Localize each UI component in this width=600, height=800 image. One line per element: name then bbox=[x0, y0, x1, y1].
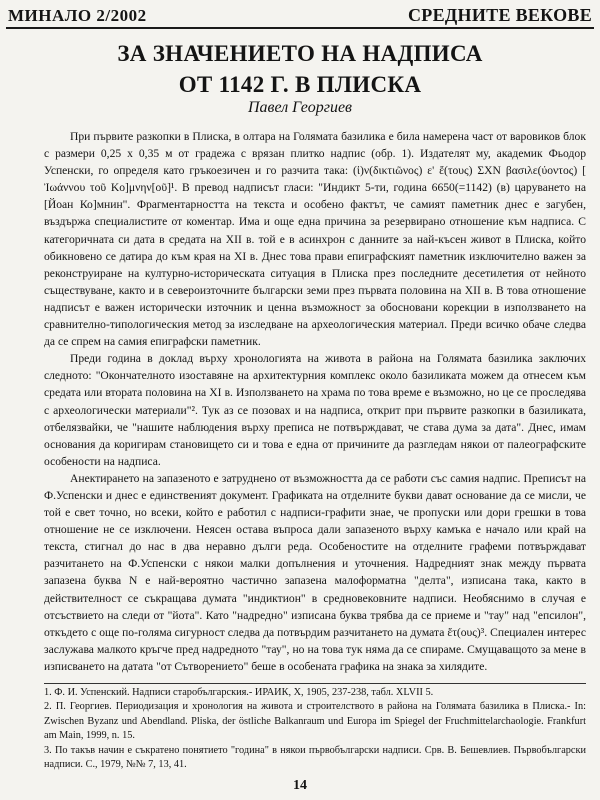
journal-issue: МИНАЛО 2/2002 bbox=[8, 6, 147, 25]
footnote-3: 3. По такъв начин е съкратено понятието "година" в някои първобългарски надписи. Срв. В. Бешевлиев. Първобългарски надписи. С., 1979, №№ 7, 13, 41. bbox=[44, 744, 586, 771]
footnotes bbox=[44, 686, 586, 774]
paragraph-2: Преди година в доклад върху хронологията на живота в района на Голямата базилика заключих следното: "Окончателното изоставяне на архитектурния комплекс около базиликата можем да отнесем към средата или втората половина на XI в. Използването на храма по това време е възможно, но це се проследява с археологически материали"². Тук аз се позовах и на надписа, открит при първите разкопки в базиликата, отбелязвайки, че "нашите наблюдения върху преписа не потвърждават, че става дума за дата". Днес, имам основания да коригирам становището си и това е една от причините да разгледам някои от палеографските особености на надписа. bbox=[44, 352, 586, 468]
article-body bbox=[44, 128, 586, 678]
article-title-line-1: ЗА ЗНАЧЕНИЕТО НА НАДПИСА bbox=[117, 41, 483, 66]
running-head bbox=[8, 4, 592, 26]
header-rule bbox=[6, 27, 594, 29]
footnote-1: 1. Ф. И. Успенский. Надписи старобългарския.- ИРАИК, X, 1905, 237-238, табл. XLVII 5. bbox=[44, 687, 434, 698]
section-name: СРЕДНИТЕ ВЕКОВЕ bbox=[407, 5, 592, 25]
page-number: 14 bbox=[293, 778, 307, 793]
article-author: Павел Георгиев bbox=[248, 99, 352, 116]
article-title-line-2: ОТ 1142 Г. В ПЛИСКА bbox=[178, 72, 422, 97]
article-title bbox=[20, 38, 580, 100]
footnote-rule bbox=[44, 683, 586, 684]
paragraph-3: Анектирането на запазеното е затруднено от възможността да се работи със самия надпис. Преписът на Ф.Успенски и днес е единственият документ. Графиката на отделните букви дават основание да се мисли, че той е свет точно, но всеки, който е работил с надписи-графити знае, че пропуски или дори грешки в това отношение не се изключени. Неясен остава въпроса дали запазеното върху камъка е начало или край на текста, стигнал до нас в два неравно дълги реда. Особеностите на отделните графеми потвърждават разчитането на Ф.Успенски с някои малки допълнения и уточнения. Надредният знак между първата запазена буква N е най-вероятно частично запазена малоформатна "делта", изписана така, както в действителност се съкращава думата "индиктион" в средновековните надписи. Необяснимо в случая е отсъствието на следи от "йота". Като "надредно" изписана буква трябва да се приеме и "тау" над "епсилон", откъдето с още по-голяма сигурност следва да потвърдим разчитането на думата ἔτ(ους)³. Специален интерес заслужава малкото кръгче пред надредното "тау", но на това тук няма да се спираме. Смущаващото за мене в изписването на датата "от Сътворението" беше в особената графика на знака за хилядите. bbox=[44, 471, 586, 673]
paragraph-1: При първите разкопки в Плиска, в олтара на Голямата базилика е била намерена част от варовиков блок с размери 0,25 х 0,35 м от градежа с врязан плитко надпис (обр. 1). Издателят му, академик Фьодор Успенски, го определя като гръкоезичен и го разчита така: (ἰ)ν(δικτιῶνος) ε' ἔ(τους) ΣΧΝ βασιλε(ύοντος) [ Ἰωάννου τοῦ Κο]μνην[οῦ]¹. В превод надписът гласи: "Индикт 5-ти, година 6650(=1142) (в) царуването на [Йоан Ко]мнин". Фрагментарността на текста и особено фактът, че самият паметник днес е загубен, въздържа специалистите от коментар. Има и още една причина за резервирано отношение към надписа. С категоричната си дата в средата на XII в. той е в асинхрон с данните за най-късен живот в Плиска, който обикновено се датира до към края на XI в. Днес това прави епиграфският паметник изключително важен за реконструиране на културно-историческата ситуация в Плиска през последните десетилетия от нейното съществуване, както и в североизточните български земи през първата половина на XII в. В това отношение надписът е важен исторически източник и ценна възможност за обосновани корекции в използването на сравнително-типологическия метод за изследване на археологическия материал. Преди всичко обаче следва да се спрем на самия епиграфски паметник. bbox=[44, 130, 586, 349]
footnote-2: 2. П. Георгиев. Периодизация и хронология на живота и строителството в района на Голямата базилика в Плиска.- In: Zwischen Byzanz und Abendland. Pliska, der östliche Balkanraum und Europa im Spiegel der Fruchmittelarchaologie. Frankfurt am Main, 1999, n. 15. bbox=[44, 701, 586, 742]
